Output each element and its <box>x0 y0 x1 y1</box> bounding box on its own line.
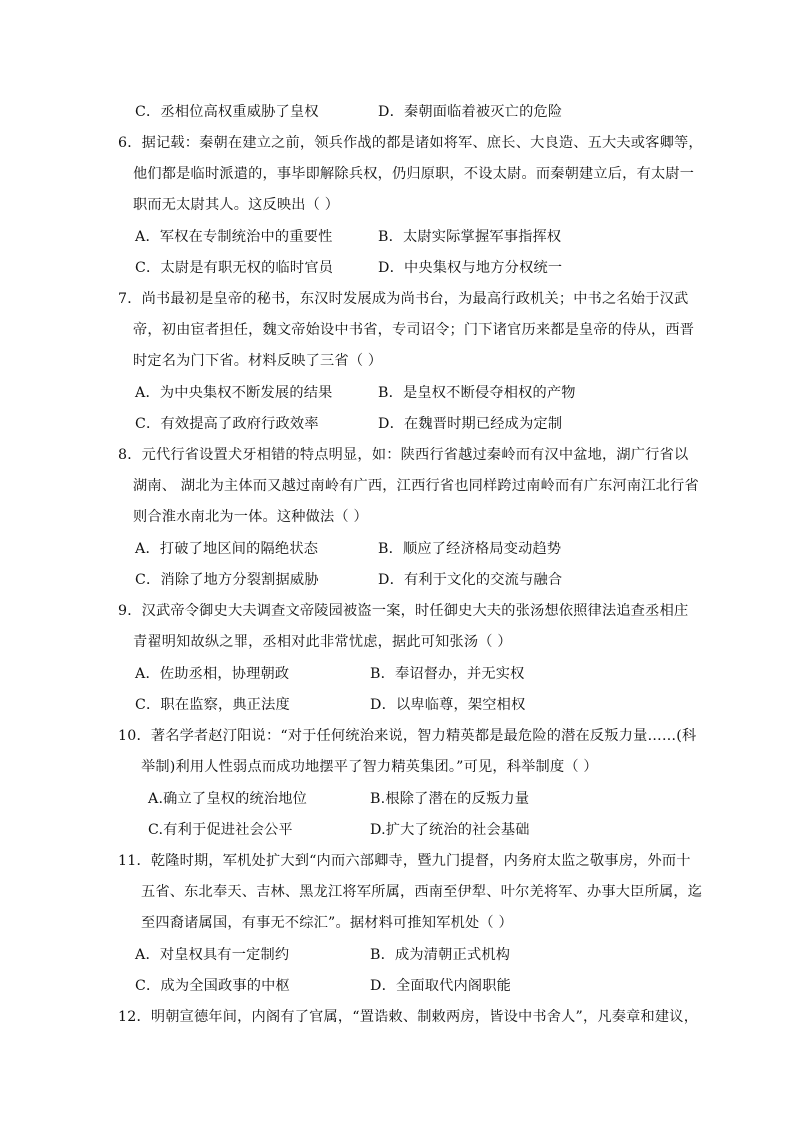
q8-stem-line-2: 湖南、 湖北为主体而又越过南岭有广西，江西行省也同样跨过南岭而有广东河南江北行省 <box>133 478 699 494</box>
q5-option-c: C．丞相位高权重威胁了皇权 <box>135 104 319 120</box>
q5-option-d: D．秦朝面临着被灭亡的危险 <box>378 104 563 120</box>
q6-stem-line-2: 他们都是临时派遣的，事毕即解除兵权，仍归原职，不设太尉。而秦朝建立后，有太尉一 <box>133 166 695 182</box>
q11-option-d: D．全面取代内阁职能 <box>370 978 512 994</box>
q11-stem-line-1: 11．乾隆时期，军机处扩大到“内而六部卿寺，暨九门提督，内务府太监之敬事房，外而十 <box>118 853 691 869</box>
q6-option-d: D．中央集权与地方分权统一 <box>378 260 563 276</box>
q10-option-a: A.确立了皇权的统治地位 <box>148 791 308 807</box>
q9-option-b: B．奉诏督办，并无实权 <box>370 666 525 682</box>
q8-stem-line-1: 8．元代行省设置犬牙相错的特点明显，如：陕西行省越过秦岭而有汉中盆地，湖广行省以 <box>118 447 689 463</box>
q11-option-c: C．成为全国政事的中枢 <box>135 978 290 994</box>
q6-stem-line-3: 职而无太尉其人。这反映出（ ） <box>133 197 340 213</box>
q10-option-c: C.有利于促进社会公平 <box>148 822 293 838</box>
q7-stem-line-1: 7．尚书最初是皇帝的秘书，东汉时发展成为尚书台，为最高行政机关；中书之名始于汉武 <box>118 291 689 307</box>
q6-option-c: C．太尉是有职无权的临时官员 <box>135 260 334 276</box>
q11-stem-line-2: 五省、东北奉天、吉林、黑龙江将军所属，西南至伊犁、叶尔羌将军、办事大臣所属，迄 <box>141 884 703 900</box>
q9-option-d: D．以卑临尊，架空相权 <box>370 697 526 713</box>
q9-option-c: C．职在监察，典正法度 <box>135 697 290 713</box>
q11-stem-line-3: 至四裔诸属国，有事无不综汇”。据材料可推知军机处（ ） <box>141 915 513 931</box>
q7-option-b: B．是皇权不断侵夺相权的产物 <box>378 385 576 401</box>
q10-stem-line-1: 10．著名学者赵汀阳说：“对于任何统治来说，智力精英都是最危险的潜在反叛力量……(科 <box>118 728 697 744</box>
q11-option-a: A．对皇权具有一定制约 <box>135 947 290 963</box>
q6-option-b: B．太尉实际掌握军事指挥权 <box>378 229 562 245</box>
q12-stem-line-1: 12．明朝宣德年间，内阁有了官属，“置诰敕、制敕两房，皆设中书舍人”，凡奏章和建议， <box>118 1009 699 1025</box>
q11-option-b: B．成为清朝正式机构 <box>370 947 511 963</box>
q7-stem-line-3: 时定名为门下省。材料反映了三省（ ） <box>133 353 383 369</box>
q7-option-c: C．有效提高了政府行政效率 <box>135 416 319 432</box>
q7-stem-line-2: 帝，初由宦者担任，魏文帝始设中书省，专司诏令；门下诸官历来都是皇帝的侍从，西晋 <box>133 322 695 338</box>
q6-stem-line-1: 6．据记载：秦朝在建立之前，领兵作战的都是诸如将军、庶长、大良造、五大夫或客卿等， <box>118 135 703 151</box>
q8-stem-line-3: 则合淮水南北为一体。这种做法（ ） <box>133 509 368 525</box>
q6-option-a: A．军权在专制统治中的重要性 <box>135 229 333 245</box>
q10-option-d: D.扩大了统治的社会基础 <box>370 822 530 838</box>
q7-option-d: D．在魏晋时期已经成为定制 <box>378 416 563 432</box>
q9-stem-line-2: 青翟明知故纵之罪，丞相对此非常忧虑，据此可知张汤（ ） <box>133 634 512 650</box>
q8-option-b: B．顺应了经济格局变动趋势 <box>378 541 562 557</box>
q7-option-a: A．为中央集权不断发展的结果 <box>135 385 333 401</box>
q10-stem-line-2: 举制)利用人性弱点而成功地摆平了智力精英集团。”可见，科举制度（ ） <box>141 759 598 775</box>
q8-option-d: D．有利于文化的交流与融合 <box>378 572 563 588</box>
q9-stem-line-1: 9．汉武帝令御史大夫调查文帝陵园被盗一案，时任御史大夫的张汤想依照律法追查丞相庄 <box>118 603 689 619</box>
q8-option-c: C．消除了地方分裂割据威胁 <box>135 572 319 588</box>
q8-option-a: A．打破了地区间的隔绝状态 <box>135 541 319 557</box>
q10-option-b: B.根除了潜在的反叛力量 <box>370 791 530 807</box>
q9-option-a: A．佐助丞相，协理朝政 <box>135 666 290 682</box>
